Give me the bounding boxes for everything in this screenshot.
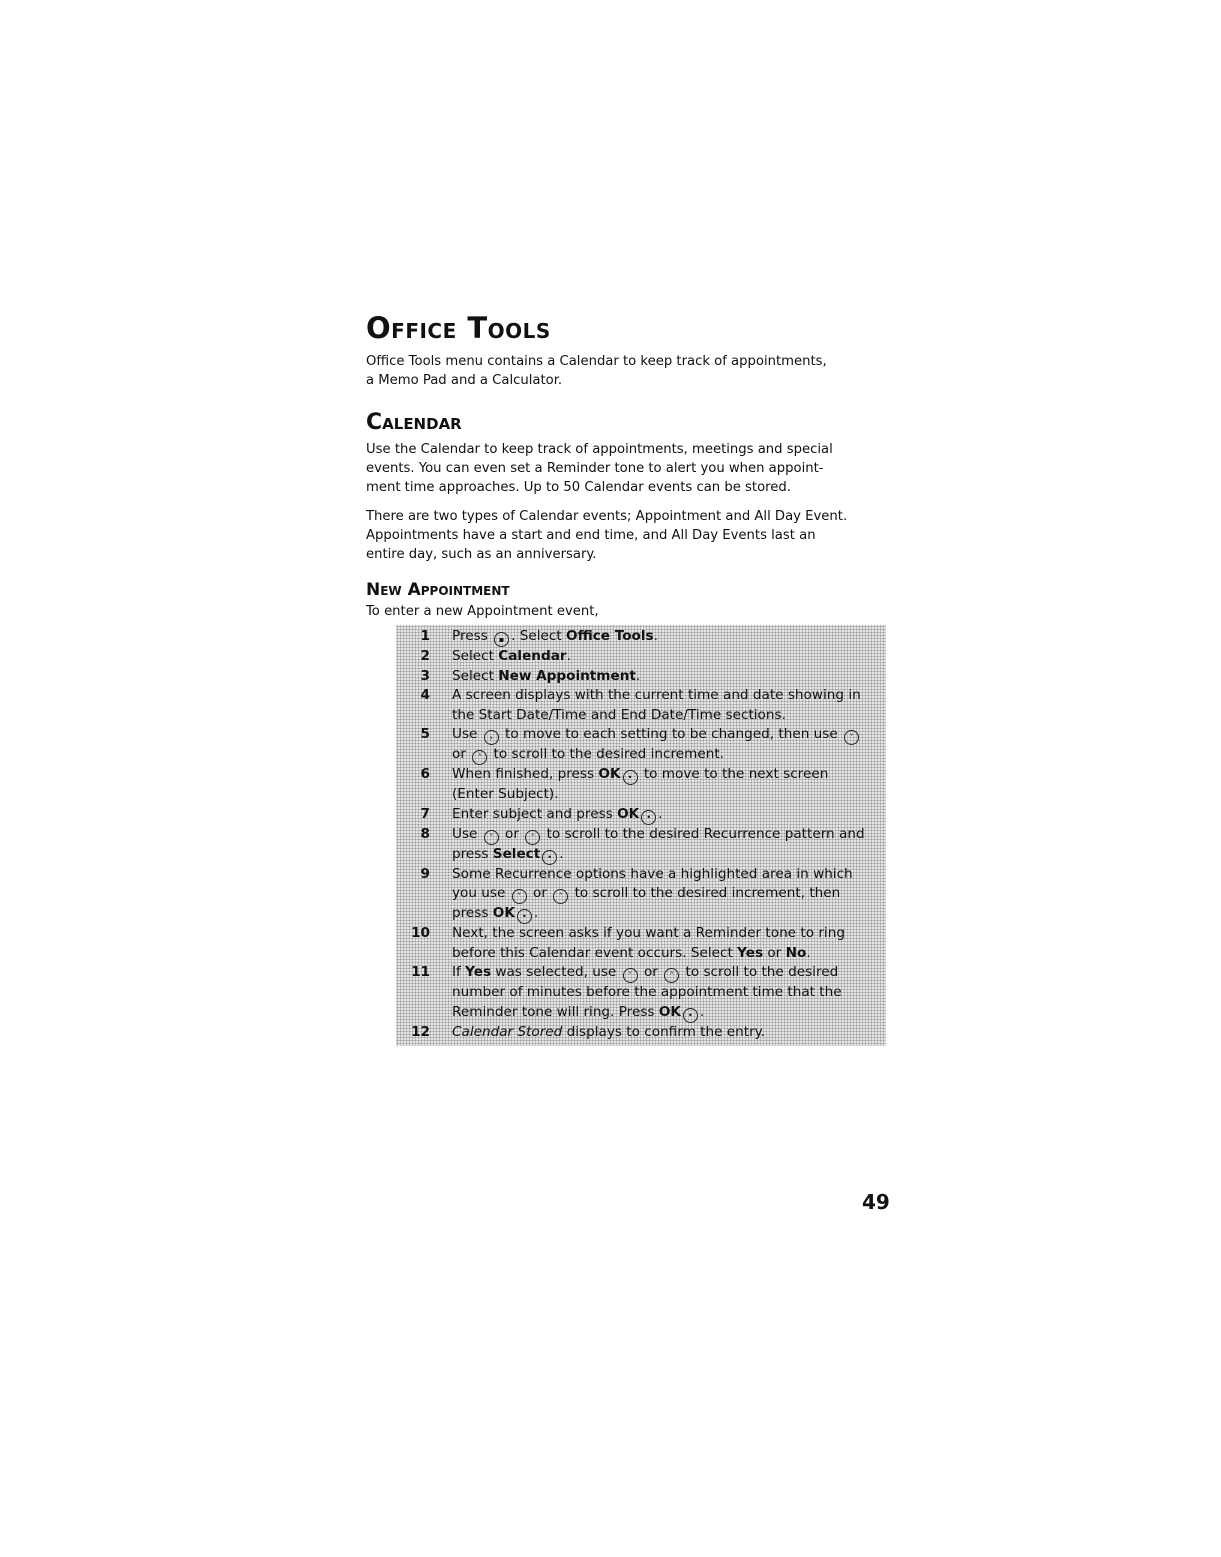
- calendar-paragraph-2: There are two types of Calendar events; Appointment and All Day Event. Appointments have a start and end time, and All Day Events last an entire day, such as an anniversary.: [366, 509, 848, 562]
- step-emphasis: OK: [617, 805, 640, 822]
- step-text: [452, 627, 886, 647]
- step-text-part: Press: [452, 628, 493, 644]
- step-italic: Calendar Stored: [452, 1023, 563, 1040]
- step-item: [396, 1023, 886, 1043]
- step-text: [452, 825, 886, 865]
- step-text-part: .: [658, 805, 663, 822]
- step-text-part: .: [559, 845, 564, 862]
- step-text: [452, 1023, 886, 1043]
- step-emphasis: OK: [598, 766, 621, 782]
- new-appointment-heading: New Appointment: [366, 580, 510, 600]
- step-number: 7: [420, 805, 430, 822]
- step-emphasis: OK: [492, 905, 515, 921]
- step-item: [396, 825, 886, 865]
- step-text-part: Use: [452, 825, 482, 842]
- step-text: [452, 725, 886, 765]
- nav-up-icon: ˄: [472, 750, 487, 765]
- page-content: [366, 312, 890, 1046]
- step-text-part: to scroll to the desired increment.: [489, 746, 725, 762]
- step-text-part: or: [452, 746, 471, 762]
- step-item: [396, 667, 886, 687]
- step-number: 8: [420, 825, 430, 842]
- step-text-part: .: [806, 944, 811, 961]
- step-text-part: to scroll to the desired number of minutes before the appointment time that the Reminder tone will ring. Press: [452, 964, 842, 1020]
- nav-down-icon: ˅: [623, 968, 638, 983]
- ok-key-icon: •: [623, 770, 638, 785]
- step-text: A screen displays with the current time and date showing in the Start Date/Time and End Date/Time sections.: [452, 687, 861, 723]
- step-text: [452, 963, 886, 1023]
- step-text-part: was selected, use: [491, 964, 621, 980]
- nav-up-icon: ˄: [553, 889, 568, 904]
- step-item: [396, 765, 886, 805]
- step-item: [396, 647, 886, 667]
- nav-right-icon: ›: [484, 730, 499, 745]
- step-text: [452, 924, 886, 963]
- step-item: [396, 725, 886, 765]
- step-item: [396, 963, 886, 1023]
- step-text-part: to scroll to the desired Recurrence pattern and press: [452, 825, 865, 862]
- step-text-part: or: [763, 944, 786, 961]
- ok-key-icon: •: [683, 1008, 698, 1023]
- nav-down-icon: ˅: [844, 730, 859, 745]
- page-number: 49: [862, 1190, 890, 1214]
- nav-up-icon: ˄: [664, 968, 679, 983]
- step-number: 5: [420, 726, 430, 742]
- step-text: [452, 765, 886, 805]
- step-text-part: displays to confirm the entry.: [562, 1023, 766, 1040]
- office-tools-intro: Office Tools menu contains a Calendar to keep track of appointments, a Memo Pad and a Calculator.: [366, 354, 827, 388]
- step-text: [452, 805, 886, 825]
- step-text: [452, 667, 886, 687]
- step-text-part: .: [566, 648, 571, 664]
- step-emphasis: OK: [658, 1003, 681, 1020]
- step-emphasis: No: [785, 944, 807, 961]
- step-item: [396, 627, 886, 647]
- step-text-part: Use: [452, 726, 482, 742]
- office-tools-heading: Office Tools: [366, 311, 551, 345]
- step-text-part: If: [452, 964, 466, 980]
- step-text-part: .: [653, 628, 658, 644]
- step-text-part: or: [639, 964, 663, 980]
- step-emphasis: Select: [492, 845, 541, 862]
- nav-down-icon: ˅: [484, 830, 499, 845]
- step-number: 6: [420, 766, 430, 782]
- step-text-part: or: [528, 885, 552, 901]
- step-text-part: .: [635, 667, 641, 684]
- step-text-part: to move to each setting to be changed, then use: [500, 726, 843, 742]
- calendar-paragraph-1: Use the Calendar to keep track of appointments, meetings and special events. You can even set a Reminder tone to alert you when appoint- ment time approaches. Up to 50 Calendar events can be stored.: [366, 442, 833, 495]
- step-item: [396, 686, 886, 725]
- step-emphasis: Yes: [737, 944, 764, 961]
- step-text-part: to scroll to the desired increment, then press: [452, 885, 841, 921]
- step-number: 11: [411, 964, 430, 980]
- nav-down-icon: ˅: [512, 889, 527, 904]
- step-text: [452, 865, 886, 925]
- step-item: [396, 865, 886, 925]
- steps-list: [396, 625, 886, 1046]
- step-text-part: When finished, press: [452, 766, 599, 782]
- nav-up-icon: ˄: [525, 830, 540, 845]
- menu-key-icon: ▪: [494, 632, 509, 647]
- step-text-part: Enter subject and press: [452, 805, 618, 822]
- step-text-part: . Select: [511, 628, 567, 644]
- ok-key-icon: •: [641, 810, 656, 825]
- step-text-part: Select: [452, 648, 499, 664]
- step-number: 4: [420, 687, 430, 703]
- step-number: 2: [420, 648, 430, 664]
- step-number: 3: [420, 667, 430, 684]
- step-item: [396, 805, 886, 825]
- step-text-part: .: [699, 1003, 705, 1020]
- step-emphasis: Office Tools: [566, 628, 654, 644]
- step-number: 1: [420, 628, 430, 644]
- step-number: 12: [411, 1023, 430, 1040]
- step-text-part: .: [533, 905, 539, 921]
- step-text-part: Some Recurrence options have a highlighted area in which you use: [452, 865, 853, 901]
- calendar-heading: Calendar: [366, 410, 462, 435]
- step-text-part: Next, the screen asks if you want a Reminder tone to ring before this Calendar event occurs. Select: [452, 925, 845, 961]
- ok-key-icon: •: [542, 850, 557, 865]
- ok-key-icon: •: [517, 909, 532, 924]
- step-text-part: Select: [452, 667, 499, 684]
- step-emphasis: Calendar: [498, 648, 567, 664]
- step-text-part: or: [500, 825, 524, 842]
- step-number: 10: [411, 925, 430, 941]
- step-item: [396, 924, 886, 963]
- new-appointment-intro: To enter a new Appointment event,: [366, 604, 599, 619]
- step-number: 9: [420, 865, 430, 882]
- step-emphasis: Yes: [465, 964, 492, 980]
- step-emphasis: New Appointment: [498, 667, 636, 684]
- step-text: [452, 647, 886, 667]
- step-text-part: to move to the next screen (Enter Subject).: [452, 766, 829, 802]
